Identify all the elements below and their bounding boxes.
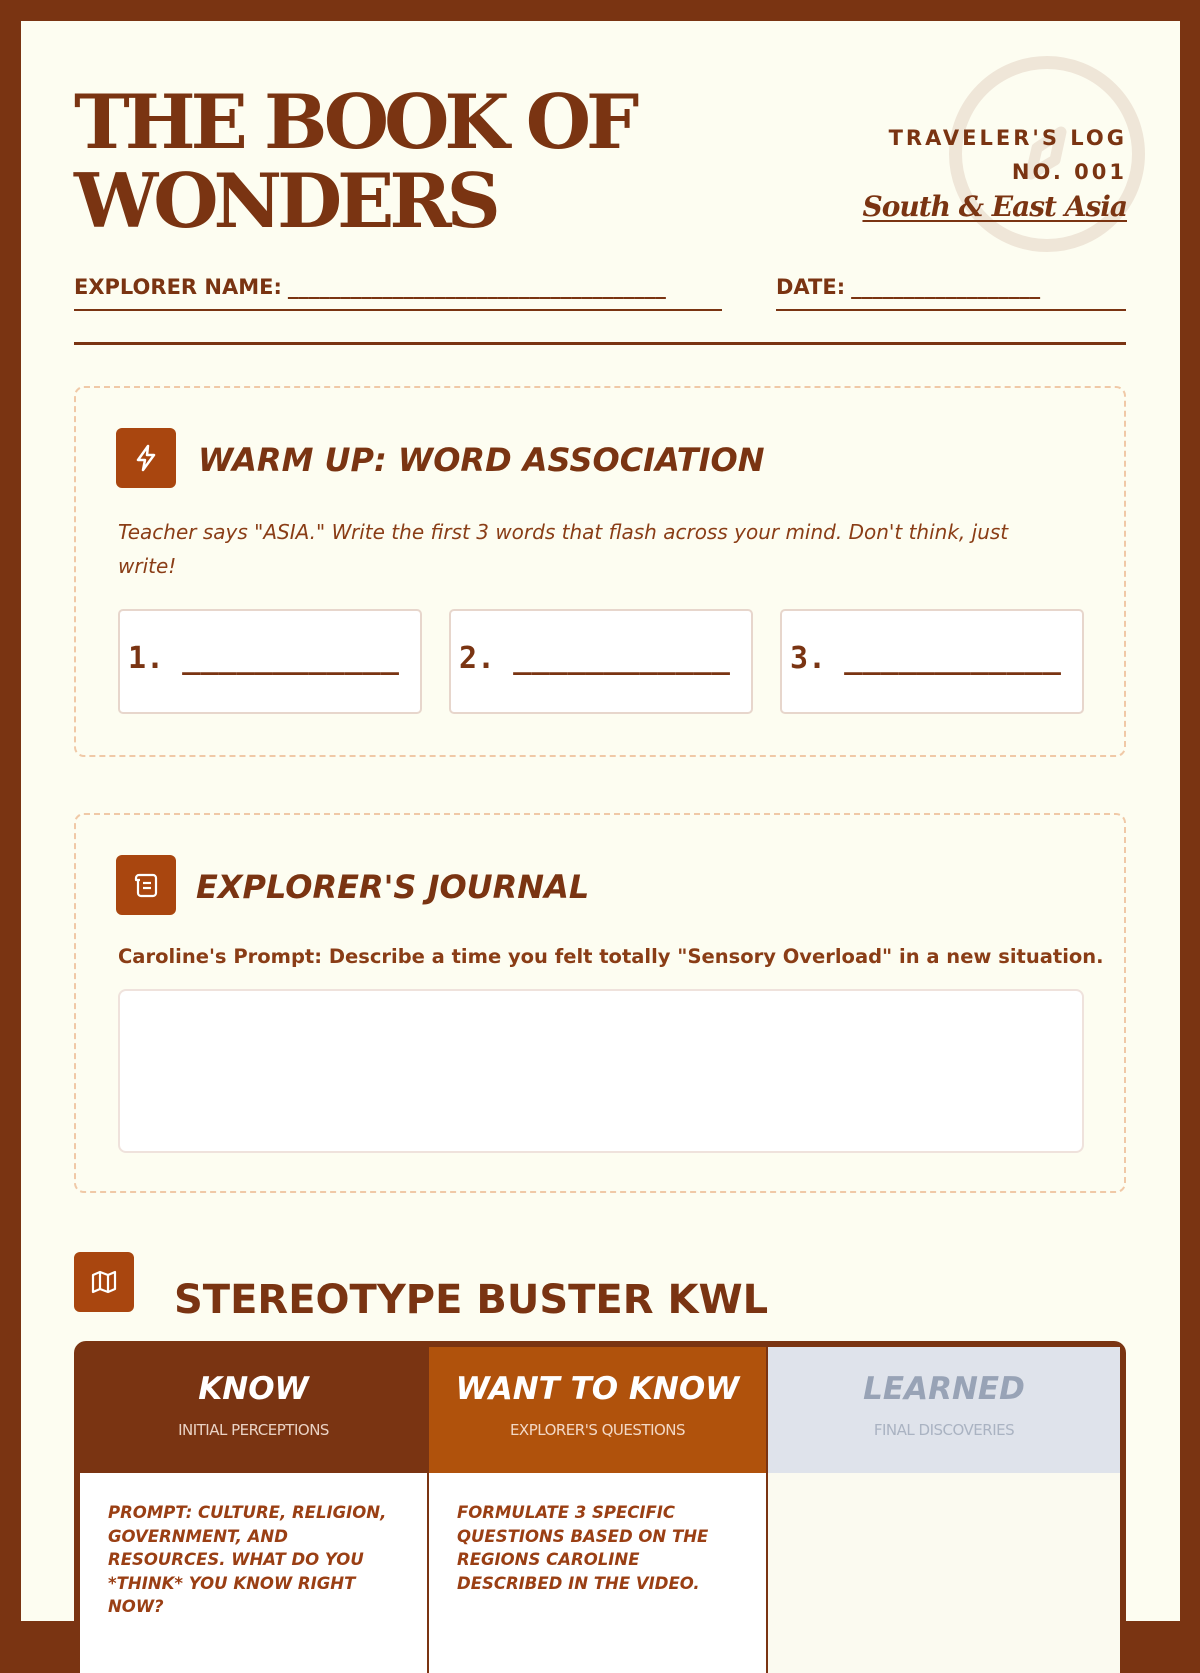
kwl-want-title: WANT TO KNOW	[455, 1371, 740, 1407]
warmup-instructions: Teacher says "ASIA." Write the first 3 words that flash across your mind. Don't think, just write!	[118, 520, 1009, 578]
warmup-card	[74, 386, 1126, 757]
kwl-header-know	[80, 1347, 427, 1473]
journal-prompt: Caroline's Prompt: Describe a time you felt totally "Sensory Overload" in a new situation.	[118, 945, 1104, 968]
page-title-line1: THE BOOK OF	[74, 78, 635, 166]
kwl-know-title: KNOW	[198, 1371, 309, 1407]
date-field[interactable]	[776, 275, 1126, 311]
kwl-header-want	[429, 1347, 766, 1473]
kwl-column-know	[80, 1347, 427, 1667]
kwl-want-cell[interactable]	[429, 1473, 766, 1673]
scroll-icon	[116, 855, 176, 915]
kwl-know-subtitle: INITIAL PERCEPTIONS	[178, 1421, 329, 1439]
kwl-column-want	[429, 1347, 766, 1667]
journal-response-area[interactable]	[118, 989, 1084, 1153]
travelers-log-label	[889, 121, 1127, 189]
kwl-know-prompt: PROMPT: CULTURE, RELIGION, GOVERNMENT, AND RESOURCES. WHAT DO YOU *THINK* YOU KNOW RIGHT NOW?	[108, 1503, 387, 1616]
explorer-name-label: EXPLORER NAME:	[74, 275, 282, 299]
date-blank[interactable]: __________________	[851, 275, 1041, 299]
journal-title: EXPLORER'S JOURNAL	[196, 868, 590, 906]
warmup-title: WARM UP: WORD ASSOCIATION	[198, 441, 765, 479]
kwl-learned-title: LEARNED	[863, 1371, 1025, 1407]
kwl-table	[74, 1341, 1126, 1661]
kwl-want-prompt: FORMULATE 3 SPECIFIC QUESTIONS BASED ON THE REGIONS CAROLINE DESCRIBED IN THE VIDEO.	[457, 1503, 709, 1593]
page-title	[74, 78, 635, 245]
word-slot-1[interactable]: 1. ____________	[118, 609, 422, 714]
kwl-learned-cell[interactable]	[768, 1473, 1120, 1673]
log-number: NO. 001	[1011, 160, 1127, 184]
explorer-name-field[interactable]	[74, 275, 722, 311]
kwl-want-subtitle: EXPLORER'S QUESTIONS	[509, 1421, 686, 1439]
word-slot-2[interactable]: 2. ____________	[449, 609, 753, 714]
explorer-name-blank[interactable]: ____________________________________	[287, 275, 666, 299]
word-slot-3[interactable]: 3. ____________	[780, 609, 1084, 714]
kwl-section-title: STEREOTYPE BUSTER KWL	[174, 1277, 769, 1323]
map-icon	[74, 1252, 134, 1312]
kwl-column-learned	[768, 1347, 1120, 1667]
lightning-icon	[116, 428, 176, 488]
kwl-know-cell[interactable]	[80, 1473, 427, 1673]
worksheet-page	[21, 21, 1180, 1621]
page-title-line2: WONDERS	[74, 157, 496, 245]
log-title: TRAVELER'S LOG	[888, 126, 1127, 150]
kwl-learned-subtitle: FINAL DISCOVERIES	[873, 1421, 1015, 1439]
journal-card	[74, 813, 1126, 1193]
date-label: DATE:	[776, 275, 846, 299]
kwl-header-learned	[768, 1347, 1120, 1473]
region-title: South & East Asia	[862, 190, 1127, 223]
header-divider	[74, 342, 1126, 345]
